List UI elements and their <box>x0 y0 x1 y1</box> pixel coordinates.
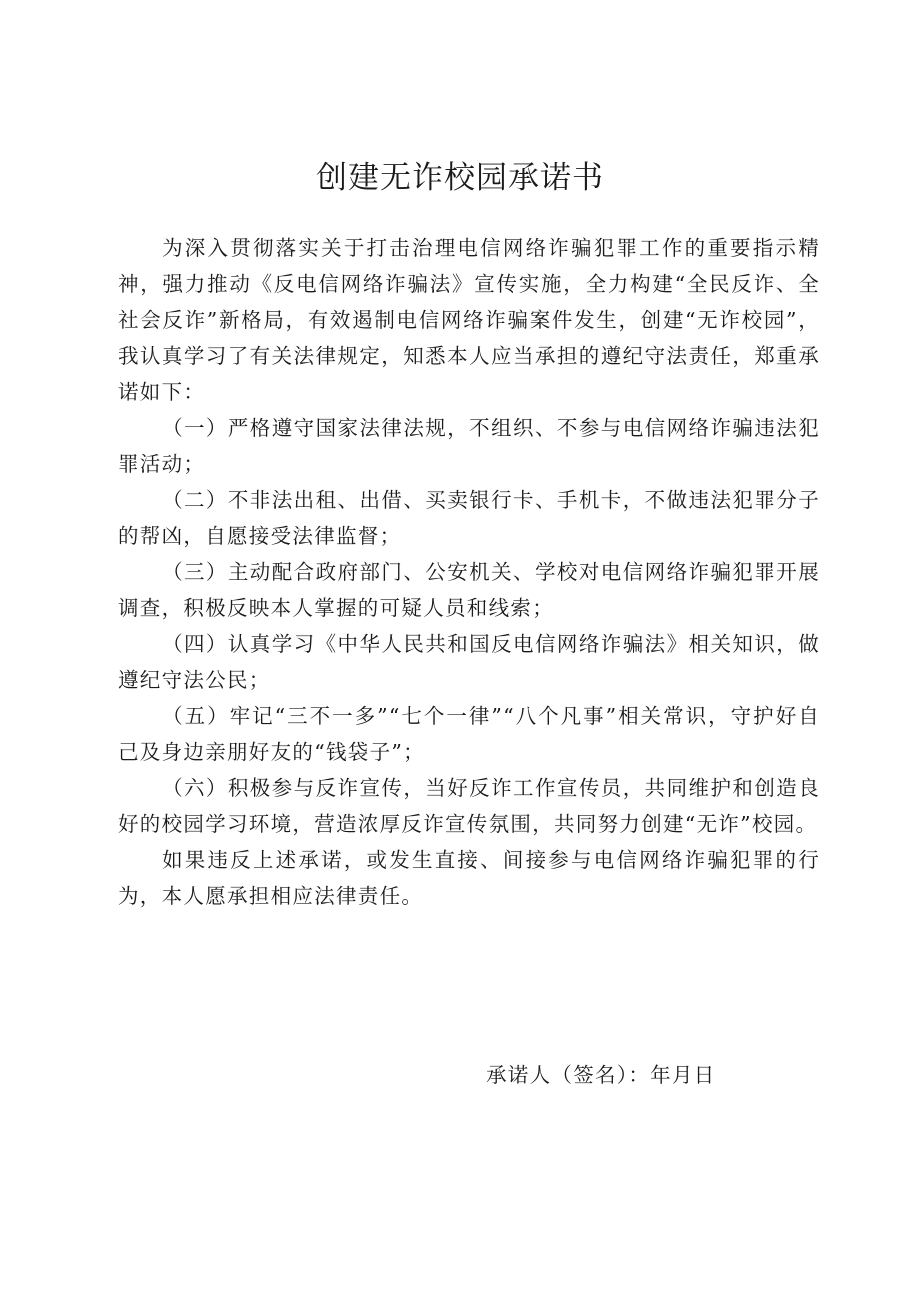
commitment-item-2: （二）不非法出租、出借、买卖银行卡、手机卡，不做违法犯罪分子的帮凶，自愿接受法律监督； <box>118 488 820 548</box>
commitment-item-3: （三）主动配合政府部门、公安机关、学校对电信网络诈骗犯罪开展调查，积极反映本人掌握的可疑人员和线索； <box>118 560 820 620</box>
commitment-body <box>118 230 820 914</box>
document-title: 创建无诈校园承诺书 <box>316 160 604 196</box>
signature-line: 承诺人（签名）：年月日 <box>486 1063 716 1087</box>
commitment-item-5: （五）牢记“三不一多”“七个一律”“八个凡事”相关常识，守护好自己及身边亲朋好友的“钱袋子”； <box>118 704 820 764</box>
intro-paragraph: 为深入贯彻落实关于打击治理电信网络诈骗犯罪工作的重要指示精神，强力推动《反电信网络诈骗法》宣传实施，全力构建“全民反诈、全社会反诈”新格局，有效遏制电信网络诈骗案件发生，创建“无诈校园”，我认真学习了有关法律规定，知悉本人应当承担的遵纪守法责任，郑重承诺如下： <box>118 236 820 404</box>
closing-paragraph: 如果违反上述承诺，或发生直接、间接参与电信网络诈骗犯罪的行为，本人愿承担相应法律责任。 <box>118 848 820 908</box>
commitment-item-6: （六）积极参与反诈宣传，当好反诈工作宣传员，共同维护和创造良好的校园学习环境，营造浓厚反诈宣传氛围，共同努力创建“无诈”校园。 <box>118 776 820 836</box>
commitment-item-4: （四）认真学习《中华人民共和国反电信网络诈骗法》相关知识，做遵纪守法公民； <box>118 632 820 692</box>
commitment-item-1: （一）严格遵守国家法律法规，不组织、不参与电信网络诈骗违法犯罪活动； <box>118 416 820 476</box>
